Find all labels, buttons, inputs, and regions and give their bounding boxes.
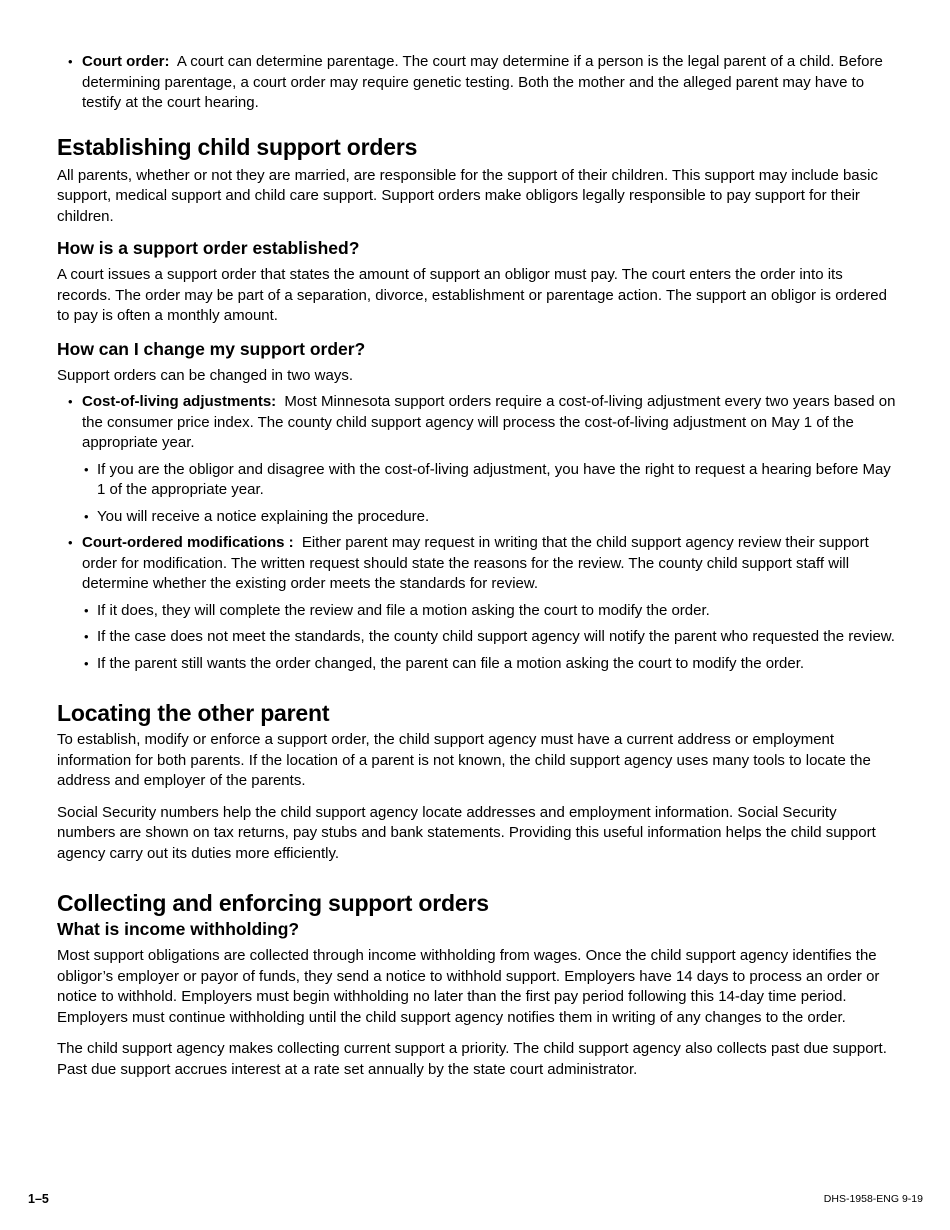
heading-locating: Locating the other parent — [57, 700, 330, 726]
modifications-sub-bullet: • If the parent still wants the order changed, the parent can file a motion asking the court to modify the order. — [57, 654, 897, 675]
heading-how-established: How is a support order established? — [57, 238, 360, 258]
cola-sub-list — [57, 460, 897, 528]
bullet-lead: Court-ordered modifications : — [82, 534, 294, 551]
cola-sub-bullet: • You will receive a notice explaining the procedure. — [57, 507, 897, 528]
locating-paragraph-2: Social Security numbers help the child support agency locate addresses and employment information. Social Security numbers are shown on tax returns, pay stubs and bank statements. Providing this useful information helps the child support agency carry out its duties more efficiently. — [57, 803, 876, 862]
bullet-text: A court can determine parentage. The court may determine if a person is the legal parent of a child. Before determining parentage, a court order may require genetic testing. Both the mother and the alleged parent may have to testify at the court hearing. — [82, 53, 883, 111]
page-footer — [28, 1192, 923, 1208]
bullet-text: Most Minnesota support orders require a cost-of-living adjustment every two years based on the consumer price index. The county child support agency will process the cost-of-living adjustment on May 1 of the appropriate year. — [82, 393, 896, 451]
modifications-list — [57, 533, 897, 595]
cola-bullet — [57, 392, 897, 454]
heading-income-withholding: What is income withholding? — [57, 919, 300, 939]
modifications-sub-list — [57, 601, 897, 675]
bullet-lead: Cost-of-living adjustments: — [82, 393, 277, 410]
establishing-paragraph: All parents, whether or not they are married, are responsible for the support of their children. This support may include basic support, medical support and child care support. Support orders make obligors legally responsible to pay support for their children. — [57, 166, 878, 225]
heading-how-change: How can I change my support order? — [57, 338, 366, 359]
court-order-list — [57, 52, 897, 114]
heading-establishing: Establishing child support orders — [57, 133, 418, 160]
how-established-paragraph: A court issues a support order that states the amount of support an obligor must pay. The court enters the order into its records. The order may be part of a separation, divorce, establishment or parentage action. The support an obligor is ordered to pay is often a monthly amount. — [57, 266, 887, 324]
cola-sub-bullet: • If you are the obligor and disagree with the cost-of-living adjustment, you have the right to request a hearing before May 1 of the appropriate year. — [57, 460, 897, 501]
page-number: 1–5 — [28, 1192, 49, 1206]
modifications-bullet — [57, 533, 897, 595]
court-order-bullet — [57, 52, 897, 114]
change-ways-list — [57, 392, 897, 454]
bullet-lead: Court order: — [82, 53, 170, 70]
locating-paragraph-1: To establish, modify or enforce a support order, the child support agency must have a current address or employment information for both parents. If the location of a parent is not known, the child support agency uses many tools to locate the address and employer of the parents. — [57, 731, 871, 789]
bullet-text: Either parent may request in writing that the child support agency review their support order for modification. The written request should state the reasons for the review. The county child support staff will determine whether the existing order meets the standards for review. — [82, 534, 869, 592]
collecting-paragraph-1: Most support obligations are collected through income withholding from wages. Once the child support agency identifies the obligor’s employer or payor of funds, they send a notice to withhold support. Employers have 14 days to process an order or notice to withhold. Employers must begin withholding no later than the first pay period following this 14-day time period. Employers must continue withholding until the child support agency notifies them in writing of any changes to the order. — [57, 947, 880, 1026]
document-id: DHS-1958-ENG 9-19 — [823, 1193, 923, 1205]
heading-collecting: Collecting and enforcing support orders — [57, 890, 489, 916]
modifications-sub-bullet: • If the case does not meet the standards, the county child support agency will notify the parent who requested the review. — [57, 627, 897, 648]
how-change-intro: Support orders can be changed in two ways. — [57, 366, 354, 384]
collecting-paragraph-2: The child support agency makes collecting current support a priority. The child support agency also collects past due support. Past due support accrues interest at a rate set annually by the state court administrator. — [57, 1040, 887, 1078]
modifications-sub-bullet: • If it does, they will complete the review and file a motion asking the court to modify the order. — [57, 601, 897, 622]
page-content — [57, 52, 897, 1080]
